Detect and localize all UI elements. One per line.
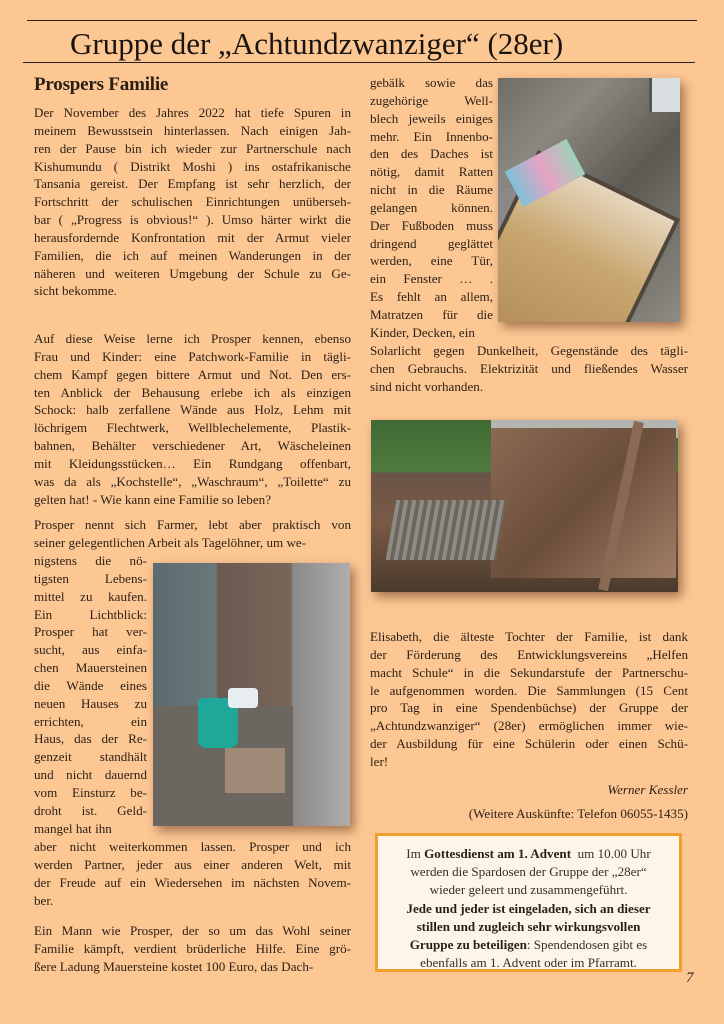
notice-text: Im xyxy=(406,846,425,861)
text-line: Solarlicht gegen Dunkelheit, Gegenstände des tägli- xyxy=(370,343,688,358)
photo-toilet-pan xyxy=(228,688,258,708)
text-line: neuen Hauses zu xyxy=(34,695,147,711)
text-line: meinem Bewusstsein hinterlassen. Nach einigen Jah- xyxy=(34,122,351,138)
text-line: Der November des Jahres 2022 hat tiefe Spuren in xyxy=(34,105,351,120)
paragraph-1 xyxy=(34,104,351,300)
notice-text: um 10.00 Uhr xyxy=(571,846,651,861)
text-line: bahnen, Behälter verschiedener Art, Wäscheleinen xyxy=(34,438,351,454)
author-signature: Werner Kessler xyxy=(607,782,688,797)
text-line: der Förderung des Entwicklungsvereins „Helfen xyxy=(370,646,688,662)
notice-line-3: wieder geleert und zusammengeführt. xyxy=(429,882,628,898)
notice-line-2: werden die Spardosen der Gruppe der „28er“ xyxy=(410,864,647,880)
photo-window xyxy=(649,78,680,112)
text-line: werden Partner, jeder aus einer anderen Welt, mit xyxy=(34,856,351,872)
notice-line-7: ebenfalls am 1. Advent oder im Pfarramt. xyxy=(420,955,637,971)
text-line: gelten hat! - Wie kann eine Familie so leben? xyxy=(34,491,272,507)
text-line: sicht bekomme. xyxy=(34,283,117,299)
page-number: 7 xyxy=(686,970,694,986)
title-underline xyxy=(23,62,695,63)
text-line: le aufgenommen worden. Die Sammlungen (15 Cent xyxy=(370,682,688,698)
text-line: die Wände eines xyxy=(34,677,147,693)
text-line: blech jeweils einiges xyxy=(370,110,493,126)
text-line: dringend geglättet xyxy=(370,235,493,251)
bed-photo xyxy=(498,78,680,322)
text-line: Prosper hat ver- xyxy=(34,624,147,640)
text-line: chem Kampf gegen bittere Armut und Not. Den ers- xyxy=(34,366,351,382)
text-line: aber nicht weiterkommen lassen. Prosper und ich xyxy=(34,839,351,854)
text-line: „Achtundzwanziger“ (28er) ermöglichen immer wie- xyxy=(370,718,688,734)
text-line: gebälk sowie das xyxy=(370,75,493,90)
text-line: Ein Mann wie Prosper, der so um das Wohl seiner xyxy=(34,923,351,938)
article-heading: Prospers Familie xyxy=(34,74,169,95)
photo-slab xyxy=(225,748,285,793)
notice-bold-invite: Gruppe zu beteiligen xyxy=(409,937,527,953)
photo-wall xyxy=(491,428,676,578)
text-line: Familie kämpft, verdient brüderliche Hilfe. Eine grö- xyxy=(34,940,351,956)
text-line: den des Daches ist xyxy=(370,146,493,162)
text-line: mit Kleidungsstücken… Ein Rundgang offenbart, xyxy=(34,455,351,471)
text-line: zugehörige Well- xyxy=(370,92,493,108)
text-line: löchrigem Flechtwerk, Wellblechelemente, Plastik- xyxy=(34,420,351,436)
text-line: ler! xyxy=(370,753,389,769)
paragraph-4-tail xyxy=(370,342,688,396)
text-line: und nicht dauernd xyxy=(34,767,147,783)
text-line: Der Fußboden muss xyxy=(370,217,493,233)
text-line: sind nicht vorhanden. xyxy=(370,378,484,394)
text-line: Prosper nennt sich Farmer, lebt aber praktisch von xyxy=(34,517,351,532)
text-line: sucht, aus einfa- xyxy=(34,642,147,658)
paragraph-5 xyxy=(370,628,688,771)
text-line: herausfordernde Konfrontation mit der Armut vieler xyxy=(34,229,351,245)
text-line: Schock: halb zerfallene Wände aus Holz, Lehm mit xyxy=(34,402,351,418)
house-photo xyxy=(371,420,678,592)
text-line: nötig, damit Ratten xyxy=(370,164,493,180)
text-line: gelangen können. xyxy=(370,199,493,215)
text-line: mittel zu kaufen. xyxy=(34,588,147,604)
text-line: pro Tag in eine Spendenbüchse) der Gruppe der xyxy=(370,700,688,716)
text-line: Auf diese Weise lerne ich Prosper kennen, ebenso xyxy=(34,331,351,346)
text-line: genzeit standhält xyxy=(34,749,147,765)
text-line: errichten, ein xyxy=(34,713,147,729)
notice-line-4 xyxy=(384,900,673,918)
text-line: ren der Pause bin ich wieder zur Partnerschule nach xyxy=(34,140,351,156)
text-line: nicht in die Räume xyxy=(370,182,493,198)
notice-bold-advent: Gottesdienst am 1. Advent xyxy=(424,846,572,861)
text-line: Ein Lichtblick: xyxy=(34,606,147,622)
text-line: droht ist. Geld- xyxy=(34,802,147,818)
text-line: Familien, die ich auf meinen Wanderungen in der xyxy=(34,247,351,263)
text-line: Haus, das der Re- xyxy=(34,731,147,747)
text-line: Frau und Kinder: eine Patchwork-Familie in tägli- xyxy=(34,348,351,364)
text-line: werden, eine Tür, xyxy=(370,253,493,269)
photo-tin-sheets xyxy=(386,500,507,560)
text-line: Es fehlt an allem, xyxy=(370,289,493,305)
paragraph-4-wrapped xyxy=(370,74,493,342)
text-line: chen Gebrauchs. Elektrizität und fließendes Wasser xyxy=(370,360,688,376)
text-line: Kishumundu ( Distrikt Moshi ) ins ostafrikanische xyxy=(34,158,351,174)
text-line: Elisabeth, die älteste Tochter der Familie, ist dank xyxy=(370,629,688,644)
text-line: der Freude auf ein Wiedersehen im nächsten Novem- xyxy=(34,874,351,890)
text-line: ten Anblick der Behausung erlebe ich als einzigen xyxy=(34,384,351,400)
paragraph-4-start xyxy=(34,922,351,976)
notice-bold-invite: stillen und zugleich sehr wirkungsvollen xyxy=(416,918,641,934)
notice-text: : Spendendosen gibt es xyxy=(526,937,648,953)
text-line: macht Schule“ in die Sekundarstufe der Partnerschu- xyxy=(370,664,688,680)
notice-box xyxy=(375,833,682,972)
paragraph-3-wrapped xyxy=(34,552,147,838)
page-title: Gruppe der „Achtundzwanziger“ (28er) xyxy=(70,26,564,61)
paragraph-3-intro xyxy=(34,516,351,552)
text-line: bar ( „Progress is obvious!“ ). Umso härter wirkt die xyxy=(34,212,351,228)
notice-line-1 xyxy=(384,845,673,863)
text-line: Tansania gereist. Der Empfang ist sehr herzlich, der xyxy=(34,176,351,192)
notice-line-6 xyxy=(384,936,673,954)
toilet-photo xyxy=(153,563,350,826)
text-line: vom Einsturz be- xyxy=(34,784,147,800)
notice-line-5 xyxy=(384,918,673,936)
notice-bold-invite: Jede und jeder ist eingeladen, sich an dieser xyxy=(406,900,651,916)
paragraph-3-tail xyxy=(34,838,351,909)
contact-info: (Weitere Auskünfte: Telefon 06055-1435) xyxy=(468,806,688,821)
text-line: mangel hat ihn xyxy=(34,820,112,836)
text-line: der Ausbildung für eine Schülerin oder einen Schü- xyxy=(370,736,688,752)
text-line: mehr. Ein Innenbo- xyxy=(370,128,493,144)
text-line: ein Fenster … . xyxy=(370,271,493,287)
text-line: ßere Ladung Mauersteine kostet 100 Euro, das Dach- xyxy=(34,958,314,974)
text-line: Fortschritt der schulischen Einrichtungen unüberseh- xyxy=(34,194,351,210)
paragraph-2 xyxy=(34,330,351,508)
text-line: Kinder, Decken, ein xyxy=(370,324,475,340)
text-line: chen Mauersteinen xyxy=(34,660,147,676)
text-line: näheren und weiteren Umgebung der Schule zu Ge- xyxy=(34,265,351,281)
top-rule xyxy=(27,20,697,21)
text-line: ber. xyxy=(34,892,54,908)
text-line: tigsten Lebens- xyxy=(34,570,147,586)
text-line: was da als „Kochstelle“, „Waschraum“, „Toilette“ zu xyxy=(34,473,351,489)
text-line: nigstens die nö- xyxy=(34,553,147,568)
text-line: seiner gelegentlichen Arbeit als Tagelöhner, um we- xyxy=(34,534,307,550)
text-line: Matratzen für die xyxy=(370,306,493,322)
